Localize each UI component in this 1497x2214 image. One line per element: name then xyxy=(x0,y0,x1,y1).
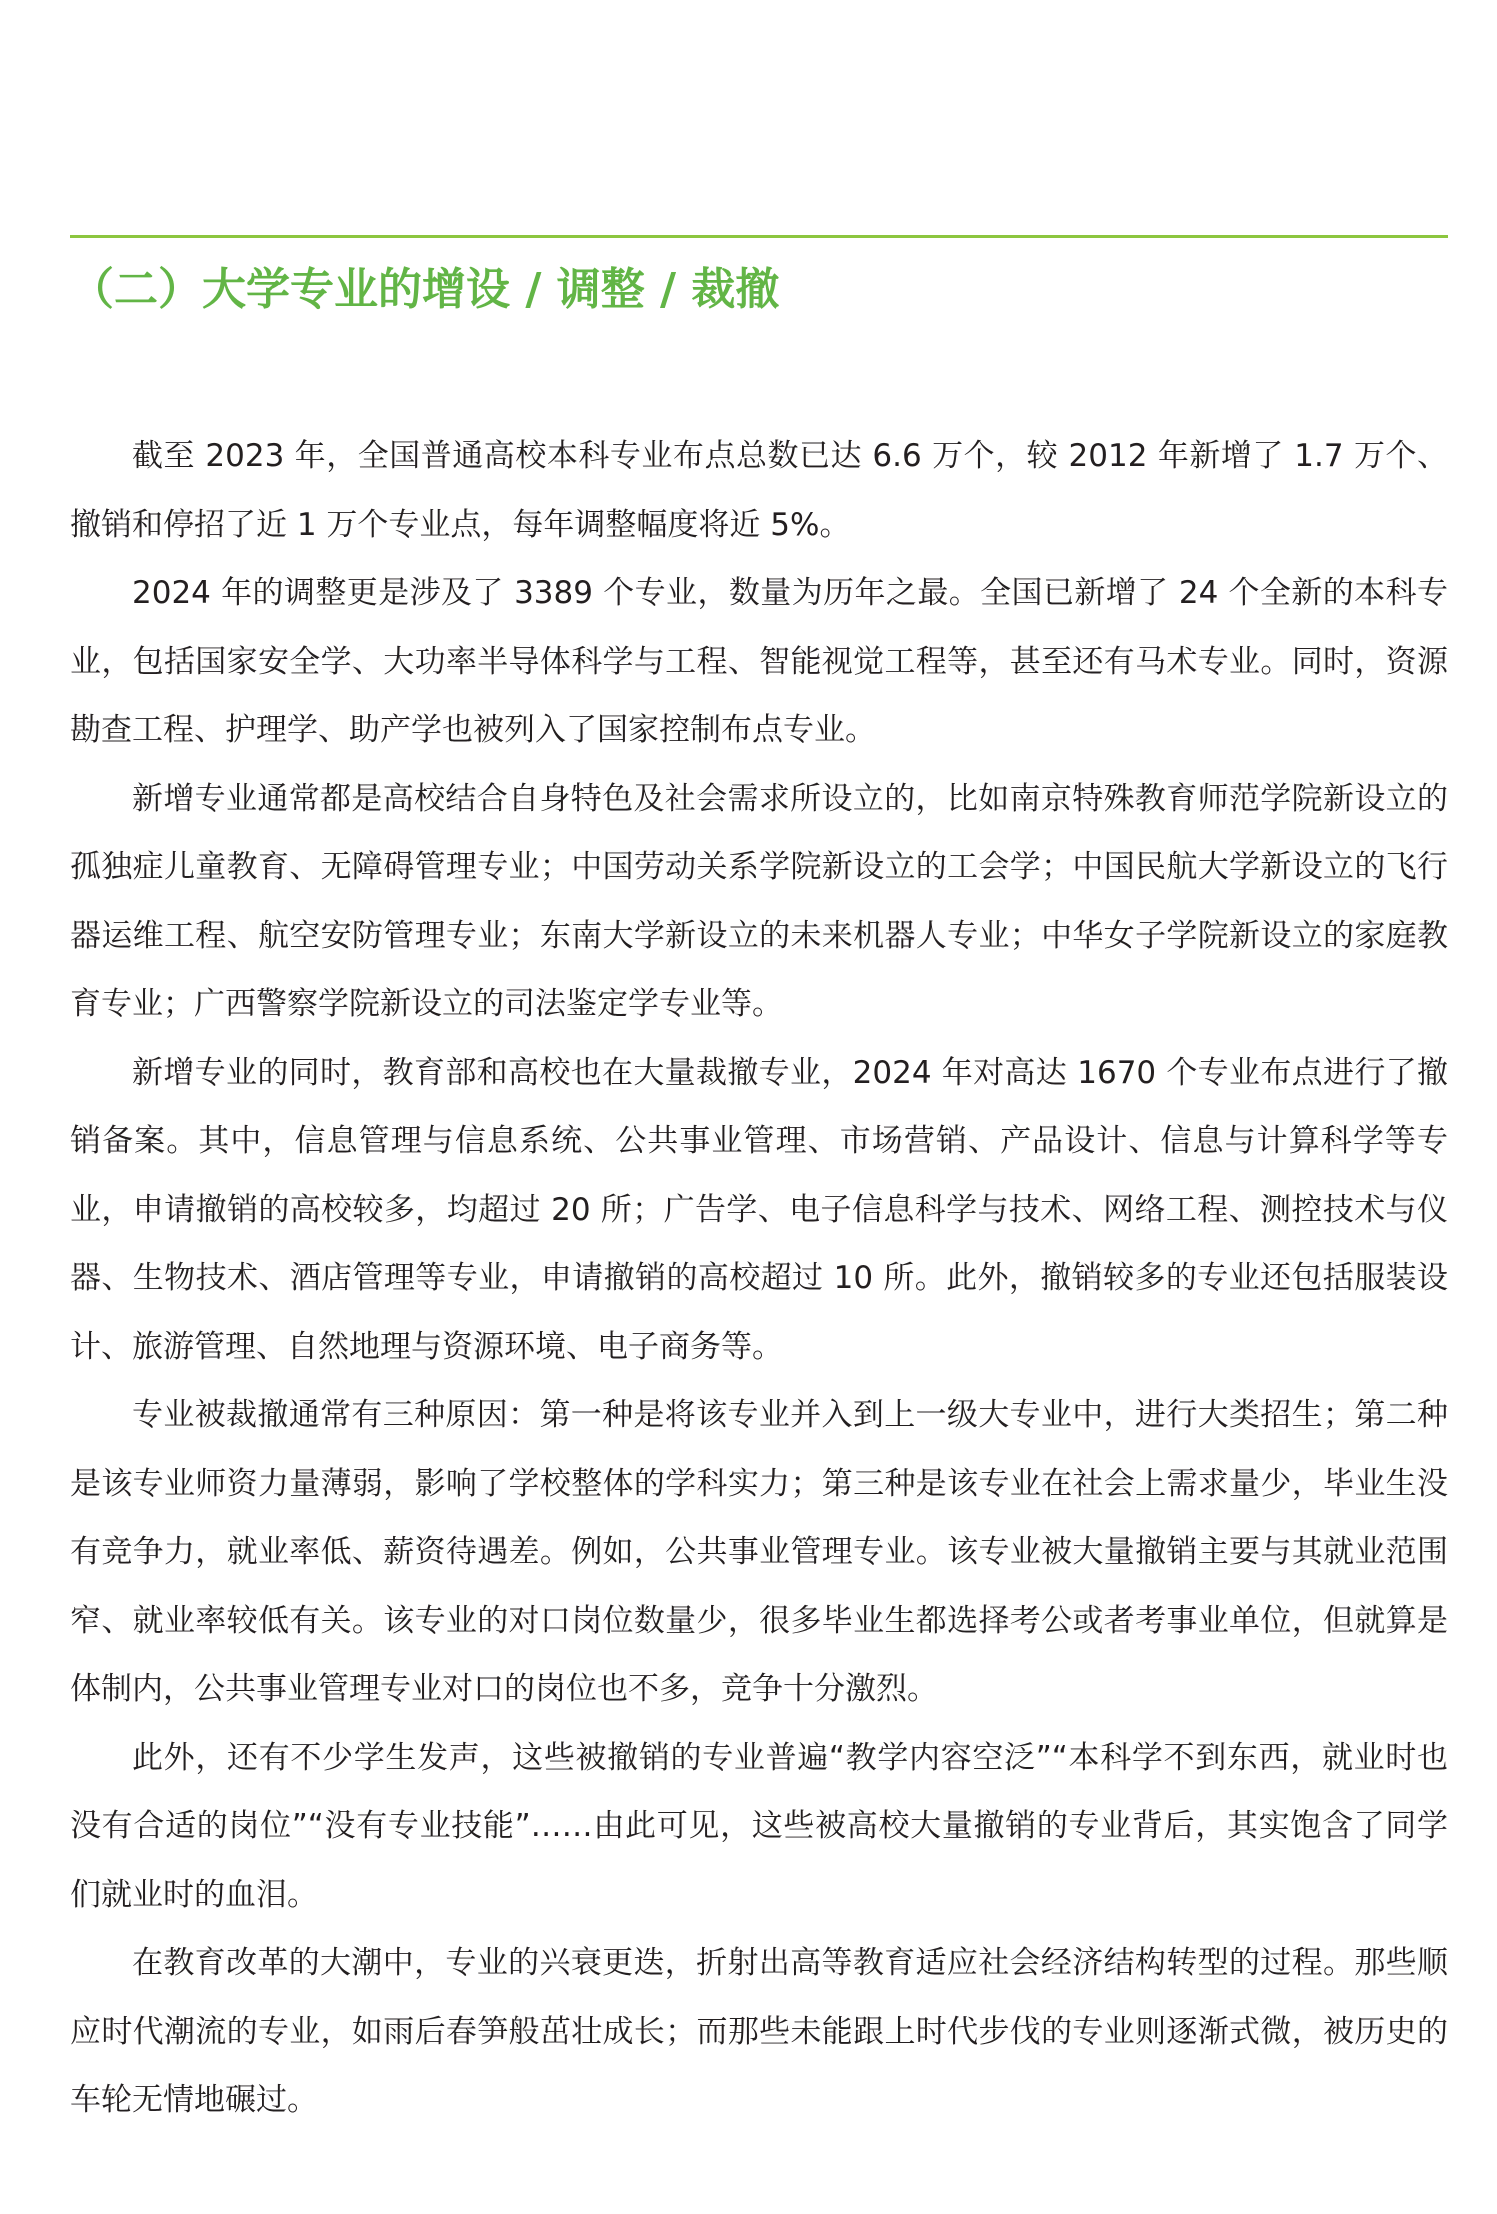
paragraph-6: 此外，还有不少学生发声，这些被撤销的专业普遍“教学内容空泛”“本科学不到东西，就业时也没有合适的岗位”“没有专业技能”……由此可见，这些被高校大量撤销的专业背后，其实饱含了同学们就业时的血泪。 xyxy=(70,1739,1448,1913)
paragraph-4: 新增专业的同时，教育部和高校也在大量裁撤专业，2024 年对高达 1670 个专业布点进行了撤销备案。其中，信息管理与信息系统、公共事业管理、市场营销、产品设计、信息与计算科学等专业，申请撤销的高校较多，均超过 20 所；广告学、电子信息科学与技术、网络工程、测控技术与仪器、生物技术、酒店管理等专业，申请撤销的高校超过 10 所。此外，撤销较多的专业还包括服装设计、旅游管理、自然地理与资源环境、电子商务等。 xyxy=(70,1054,1448,1365)
paragraph-5: 专业被裁撤通常有三种原因：第一种是将该专业并入到上一级大专业中，进行大类招生；第二种是该专业师资力量薄弱，影响了学校整体的学科实力；第三种是该专业在社会上需求量少，毕业生没有竞争力，就业率低、薪资待遇差。例如，公共事业管理专业。该专业被大量撤销主要与其就业范围窄、就业率较低有关。该专业的对口岗位数量少，很多毕业生都选择考公或者考事业单位，但就算是体制内，公共事业管理专业对口的岗位也不多，竞争十分激烈。 xyxy=(70,1397,1448,1707)
paragraph-2: 2024 年的调整更是涉及了 3389 个专业，数量为历年之最。全国已新增了 24 个全新的本科专业，包括国家安全学、大功率半导体科学与工程、智能视觉工程等，甚至还有马术专业。同时，资源勘查工程、护理学、助产学也被列入了国家控制布点专业。 xyxy=(70,575,1448,748)
section-title: （二）大学专业的增设 / 调整 / 裁撤 xyxy=(70,264,780,315)
section-divider xyxy=(70,235,1448,238)
paragraph-7: 在教育改革的大潮中，专业的兴衰更迭，折射出高等教育适应社会经济结构转型的过程。那些顺应时代潮流的专业，如雨后春笋般茁壮成长；而那些未能跟上时代步伐的专业则逐渐式微，被历史的车轮无情地碾过。 xyxy=(70,1945,1448,2118)
paragraph-3: 新增专业通常都是高校结合自身特色及社会需求所设立的，比如南京特殊教育师范学院新设立的孤独症儿童教育、无障碍管理专业；中国劳动关系学院新设立的工会学；中国民航大学新设立的飞行器运维工程、航空安防管理专业；东南大学新设立的未来机器人专业；中华女子学院新设立的家庭教育专业；广西警察学院新设立的司法鉴定学专业等。 xyxy=(70,780,1448,1022)
article-body xyxy=(70,422,1448,2135)
paragraph-1: 截至 2023 年，全国普通高校本科专业布点总数已达 6.6 万个，较 2012 年新增了 1.7 万个、撤销和停招了近 1 万个专业点，每年调整幅度将近 5%。 xyxy=(70,438,1448,543)
